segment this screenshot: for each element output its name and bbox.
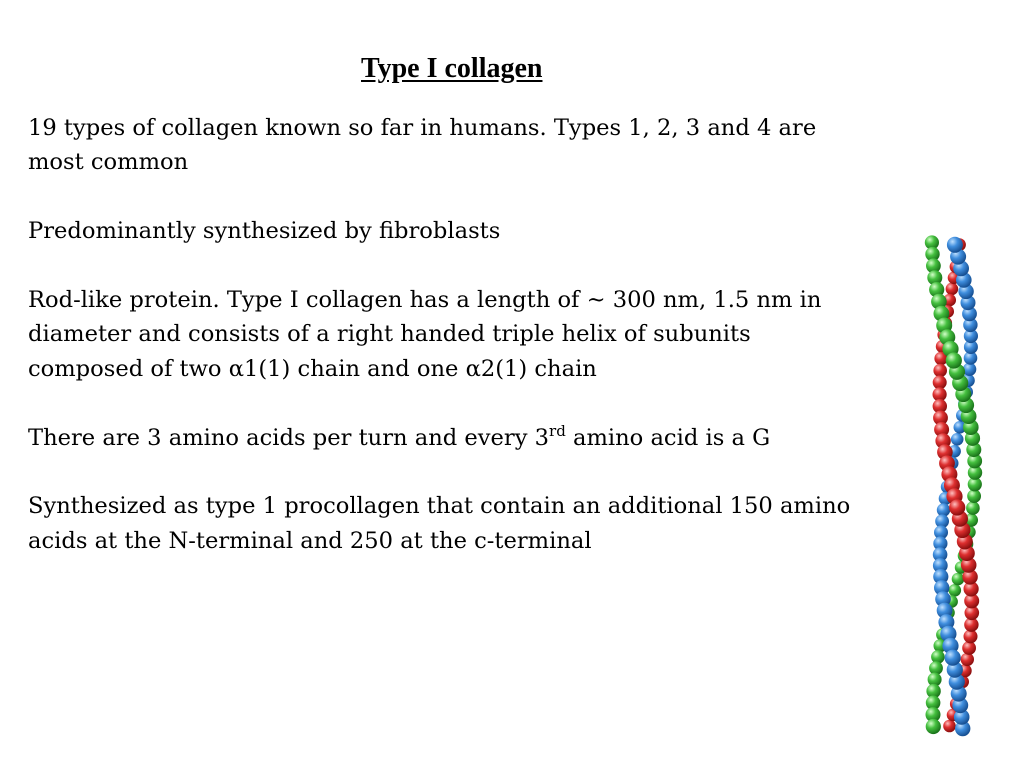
text-fragment: 2(1) chain: [480, 355, 597, 382]
alpha-symbol: α: [228, 355, 244, 382]
helix-bead-blue: [951, 433, 964, 446]
paragraph-amino-acids: [28, 421, 900, 455]
paragraph-synthesis: [28, 214, 900, 248]
slide-body: [28, 111, 900, 593]
text-fragment: There are 3 amino acids per turn and every 3: [28, 424, 550, 451]
superscript: rd: [549, 421, 566, 440]
helix-bead-blue: [945, 650, 961, 666]
paragraph-line: diameter and consists of a right handed triple helix of subunits: [28, 321, 751, 348]
helix-bead-green: [926, 719, 941, 734]
helix-bead-red: [933, 375, 947, 389]
helix-bead-green: [952, 573, 965, 586]
helix-bead-red: [946, 283, 959, 296]
paragraph-line: Synthesized as type 1 procollagen that contain an additional 150 amino: [28, 493, 851, 520]
helix-bead-blue: [947, 237, 963, 253]
collagen-triple-helix-image: [900, 232, 1000, 747]
text-fragment: composed of two: [28, 355, 229, 382]
helix-bead-red: [933, 364, 947, 378]
paragraph-line: most common: [28, 149, 189, 176]
paragraph-procollagen: [28, 489, 900, 558]
paragraph-line: 19 types of collagen known so far in humans. Types 1, 2, 3 and 4 are: [28, 115, 817, 141]
helix-bead-red: [961, 653, 974, 666]
helix-bead-red: [949, 499, 965, 515]
helix-bead-green: [966, 501, 980, 515]
paragraph-line: [28, 421, 900, 455]
helix-bead-green: [949, 584, 962, 597]
paragraph-line: acids at the N-terminal and 250 at the c-terminal: [28, 527, 592, 554]
paragraph-structure: [28, 283, 900, 386]
paragraph-line: [28, 352, 900, 386]
text-fragment: 1(1) chain and one: [243, 355, 466, 382]
alpha-symbol: α: [465, 355, 481, 382]
helix-bead-green: [946, 352, 962, 368]
paragraph-line: Predominantly synthesized by fibroblasts: [28, 218, 501, 245]
helix-bead-red: [943, 720, 956, 733]
text-fragment: amino acid is a G: [565, 424, 771, 451]
paragraph-collagen-types: [28, 111, 900, 180]
slide-title: Type I collagen: [361, 53, 543, 84]
paragraph-line: Rod-like protein. Type I collagen has a length of ~ 300 nm, 1.5 nm in: [28, 287, 822, 313]
